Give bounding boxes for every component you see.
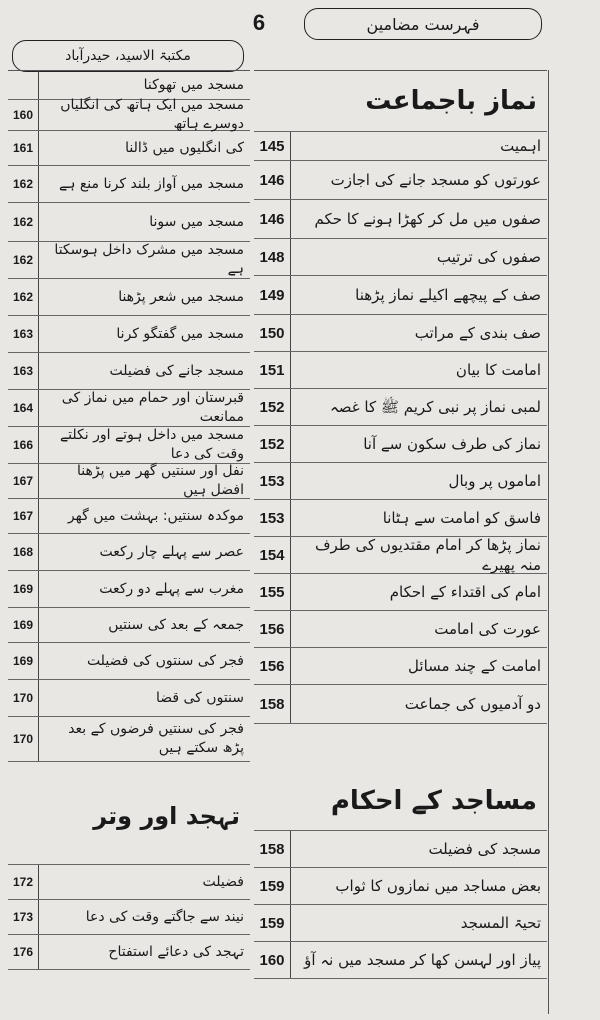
toc-entry	[8, 534, 250, 571]
toc-entry-page: 163	[8, 316, 39, 352]
toc-entry-page: 152	[254, 426, 291, 462]
toc-entry-page: 162	[8, 203, 39, 241]
toc-entry	[254, 200, 547, 239]
toc-entry	[254, 276, 547, 315]
toc-entry	[254, 426, 547, 463]
toc-entry-title: فضیلت	[202, 873, 244, 890]
toc-entry-title: امام کی اقتداء کے احکام	[389, 582, 541, 601]
toc-entry-page: 150	[254, 315, 291, 351]
toc-entry	[254, 574, 547, 611]
toc-entry-title: اہمیت	[500, 136, 541, 155]
toc-entry-title: نیند سے جاگتے وقت کی دعا	[85, 908, 244, 925]
toc-entry-page: 148	[254, 239, 291, 275]
toc-entry-title: سنتوں کی قضا	[155, 689, 244, 706]
toc-entry-title: عصر سے پہلے چار رکعت	[99, 543, 244, 560]
page-number: 6	[252, 10, 266, 35]
toc-entry-title: صف کے پیچھے اکیلے نماز پڑھنا	[355, 285, 541, 304]
toc-entry	[8, 900, 250, 935]
toc-entry	[254, 239, 547, 276]
toc-entry-page: 170	[8, 680, 39, 716]
toc-entry	[8, 166, 250, 203]
toc-entry	[8, 353, 250, 390]
toc-entry	[254, 537, 547, 574]
toc-entry-title: تحیۃ المسجد	[460, 913, 541, 932]
toc-entry	[8, 131, 250, 166]
toc-entry-title: لمبی نماز پر نبی کریم ﷺ کا غصہ	[329, 397, 541, 416]
toc-entry	[8, 717, 250, 762]
toc-entry	[254, 352, 547, 389]
toc-entry-title: مسجد میں ایک ہاتھ کی انگلیاں دوسرے ہاتھ	[60, 97, 244, 132]
toc-entry-title: تہجد کی دعائے استفتاح	[108, 943, 244, 960]
toc-entry	[254, 905, 547, 942]
toc-entry-page: 168	[8, 534, 39, 570]
toc-entry	[8, 390, 250, 427]
toc-entry	[254, 463, 547, 500]
toc-entry-title: مسجد میں سونا	[149, 213, 244, 230]
toc-entry	[8, 935, 250, 970]
toc-entry-title: مسجد میں مشرک داخل ہوسکتا ہے	[54, 242, 244, 277]
toc-entry-page: 159	[254, 868, 291, 904]
toc-entry-page: 166	[8, 427, 39, 463]
toc-entry	[8, 464, 250, 499]
page-title: فہرست مضامین	[304, 8, 542, 40]
toc-entry-page: 169	[8, 571, 39, 607]
toc-entry	[254, 611, 547, 648]
toc-entry-page: 162	[8, 242, 39, 278]
toc-entry-title: صفوں میں مل کر کھڑا ہونے کا حکم	[314, 209, 541, 228]
toc-entry	[8, 865, 250, 900]
toc-entry	[254, 942, 547, 979]
toc-entry-page: 167	[8, 464, 39, 498]
toc-entry	[254, 132, 547, 161]
toc-entry-page: 170	[8, 717, 39, 761]
toc-entry-title: موکدہ سنتیں: بہشت میں گھر	[67, 507, 244, 524]
toc-entry-page: 176	[8, 935, 39, 969]
toc-entry	[8, 499, 250, 534]
toc-entry	[8, 203, 250, 242]
toc-entry-title: مسجد میں تھوکنا	[143, 76, 244, 93]
toc-entry-title: نماز کی طرف سکون سے آنا	[363, 434, 541, 453]
toc-left-column	[8, 70, 250, 970]
toc-entry-title: اماموں پر وبال	[448, 471, 541, 490]
toc-entry	[254, 868, 547, 905]
toc-entry-page: 159	[254, 905, 291, 941]
toc-entry-page: 160	[254, 942, 291, 978]
toc-entry	[254, 389, 547, 426]
toc-entry	[8, 242, 250, 279]
toc-entry-page: 153	[254, 500, 291, 536]
toc-entry-page: 162	[8, 166, 39, 202]
section-heading: نماز باجماعت	[254, 71, 547, 132]
toc-entry	[8, 279, 250, 316]
toc-entry-page: 169	[8, 608, 39, 642]
toc-entry	[254, 500, 547, 537]
toc-entry	[254, 161, 547, 200]
toc-entry-title: بعض مساجد میں نمازوں کا ثواب	[335, 876, 541, 895]
toc-entry-title: کی انگلیوں میں ڈالنا	[125, 139, 244, 156]
toc-entry	[8, 97, 250, 132]
toc-entry-page: 152	[254, 389, 291, 425]
toc-entry-title: پیاز اور لہسن کھا کر مسجد میں نہ آؤ	[304, 950, 541, 969]
toc-entry-title: فجر کی سنتیں فرضوں کے بعد پڑھ سکتے ہیں	[68, 721, 244, 756]
toc-entry-title: نفل اور سنتیں گھر میں پڑھنا افضل ہیں	[76, 463, 244, 498]
toc-entry-title: جمعہ کے بعد کی سنتیں	[108, 616, 244, 633]
toc-entry-title: قبرستان اور حمام میں نماز کی ممانعت	[61, 390, 244, 425]
toc-entry	[254, 648, 547, 685]
toc-entry-page: 154	[254, 537, 291, 573]
toc-entry-page: 158	[254, 685, 291, 723]
toc-entry-title: فاسق کو امامت سے ہٹانا	[382, 508, 541, 527]
toc-entry-title: عورت کی امامت	[434, 619, 541, 638]
toc-entry-title: صف بندی کے مراتب	[414, 323, 541, 342]
toc-entry-title: صفوں کی ترتیب	[436, 247, 541, 266]
toc-entry-title: فجر کی سنتوں کی فضیلت	[86, 652, 244, 669]
toc-entry-page: 156	[254, 648, 291, 684]
toc-entry-page: 156	[254, 611, 291, 647]
toc-entry	[8, 571, 250, 608]
toc-entry-title: امامت کا بیان	[455, 360, 541, 379]
toc-right-column	[254, 70, 547, 979]
toc-entry-page: 153	[254, 463, 291, 499]
publisher-label: مکتبۃ الاسید، حیدرآباد	[12, 40, 244, 72]
toc-entry-title: امامت کے چند مسائل	[408, 656, 541, 675]
toc-entry-title: عورتوں کو مسجد جانے کی اجازت	[330, 170, 541, 189]
toc-entry-page: 145	[254, 132, 291, 160]
toc-entry-title: مسجد میں گفتگو کرنا	[116, 325, 244, 342]
toc-entry-page: 169	[8, 643, 39, 679]
toc-entry-page: 146	[254, 161, 291, 199]
toc-entry-title: نماز پڑھا کر امام مقتدیوں کی طرف منہ پھیرے	[314, 535, 541, 574]
toc-entry-title: مسجد کی فضیلت	[428, 839, 541, 858]
section-heading: تہجد اور وتر	[8, 762, 250, 865]
toc-entry-page: 146	[254, 200, 291, 238]
toc-entry-page	[8, 71, 39, 99]
toc-entry-page: 149	[254, 276, 291, 314]
toc-entry-title: مسجد میں شعر پڑھنا	[118, 288, 244, 305]
toc-entry-title: مسجد جانے کی فضیلت	[109, 362, 244, 379]
toc-entry	[8, 643, 250, 680]
toc-entry	[8, 316, 250, 353]
toc-entry-page: 163	[8, 353, 39, 389]
toc-entry-page: 151	[254, 352, 291, 388]
right-border	[548, 70, 549, 1014]
toc-entry-title: مغرب سے پہلے دو رکعت	[99, 580, 244, 597]
toc-entry	[8, 680, 250, 717]
toc-entry	[254, 685, 547, 724]
toc-entry-title: مسجد میں داخل ہوتے اور نکلتے وقت کی دعا	[59, 427, 244, 462]
toc-entry	[254, 831, 547, 868]
toc-entry-page: 160	[8, 100, 39, 130]
toc-entry-title: دو آدمیوں کی جماعت	[404, 694, 541, 713]
toc-entry-page: 161	[8, 131, 39, 165]
toc-entry-page: 158	[254, 831, 291, 867]
toc-entry-page: 164	[8, 390, 39, 426]
toc-entry-page: 155	[254, 574, 291, 610]
toc-entry-page: 162	[8, 279, 39, 315]
section-heading: مساجد کے احکام	[254, 724, 547, 831]
toc-entry	[8, 608, 250, 643]
toc-entry-page: 167	[8, 499, 39, 533]
toc-entry	[254, 315, 547, 352]
toc-entry-page: 172	[8, 865, 39, 899]
toc-entry	[8, 427, 250, 464]
toc-entry-page: 173	[8, 900, 39, 934]
toc-entry-title: مسجد میں آواز بلند کرنا منع ہے	[59, 175, 244, 192]
